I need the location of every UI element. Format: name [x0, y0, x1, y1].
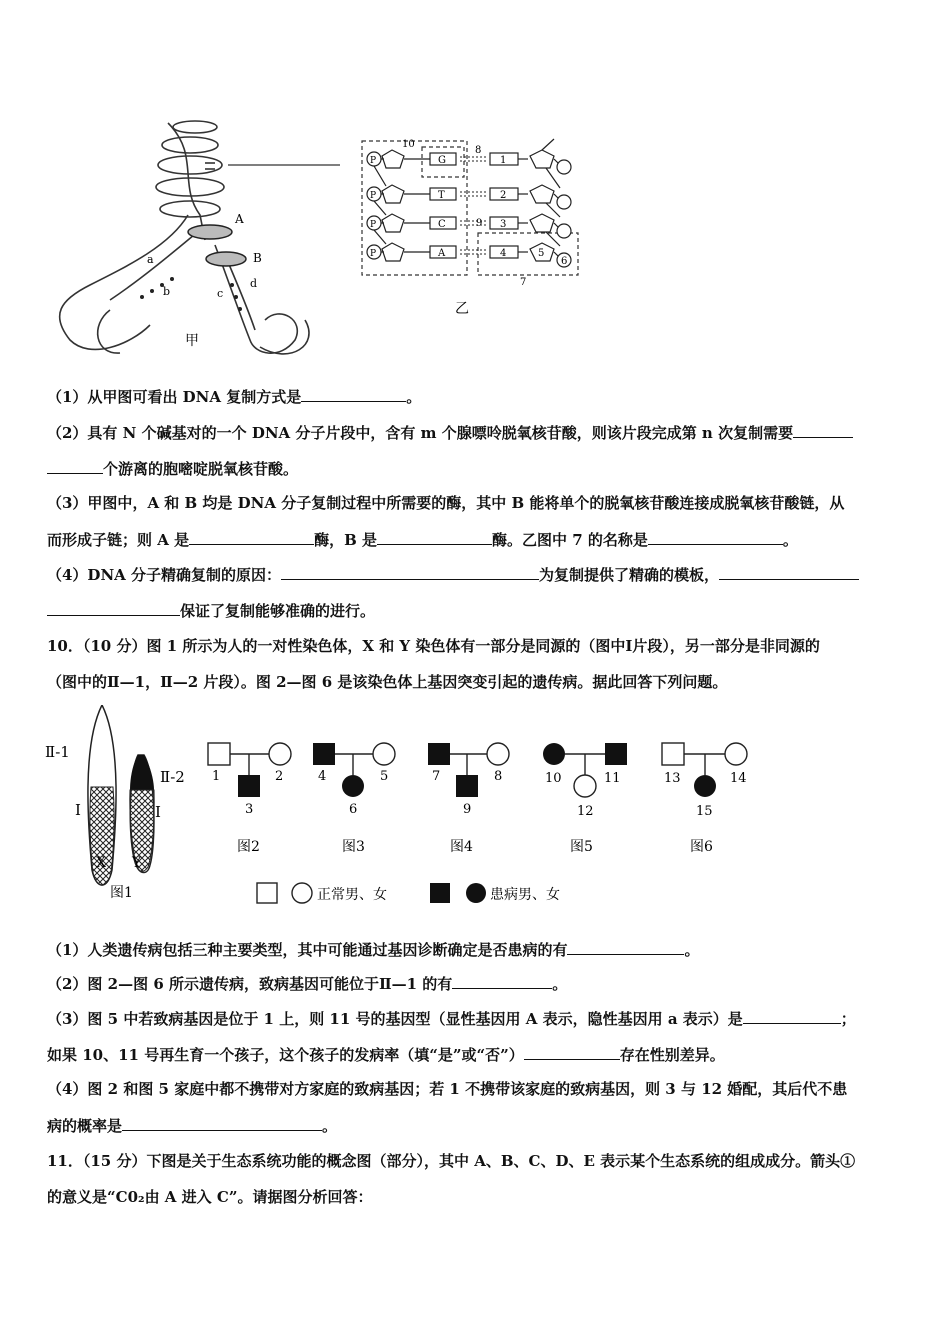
dna-row: [367, 214, 571, 246]
q9-part3-cont: 而形成子链；则 A 是 酶，B 是 酶。乙图中 7 的名称是 。: [47, 531, 798, 549]
label-I-right: Ⅰ: [155, 803, 161, 821]
base-label-left: A: [438, 248, 446, 259]
pedigree-fig2: [208, 743, 291, 855]
q9-part1: （1）从甲图可看出 DNA 复制方式是 。: [47, 388, 422, 406]
phosphate-circle: [557, 224, 571, 238]
q9-blank1[interactable]: [301, 386, 406, 402]
enzyme-A-ellipse: [188, 225, 232, 239]
pedigree-legend: [257, 883, 560, 903]
phosphate-label: P: [370, 156, 377, 166]
q10-part3: （3）图 5 中若致病基因是位于 1 上，则 11 号的基因型（显性基因用 A 表示，隐性基因用 a 表示）是 ；: [47, 1010, 856, 1028]
num-8: 8: [475, 145, 482, 156]
base-label-left: T: [438, 190, 445, 201]
pedigree-fig4: [428, 743, 509, 855]
label-a: a: [147, 253, 154, 266]
label-I-left: Ⅰ: [75, 801, 81, 819]
pedigree-fig5: [543, 743, 627, 855]
q9-blank3a[interactable]: [189, 529, 314, 545]
q10-part3-cont: 如果 10、11 号再生育一个孩子，这个孩子的发病率（填“是”或“否”） 存在性别差异。: [47, 1046, 725, 1064]
q10-part4-cont: 病的概率是 。: [47, 1117, 338, 1135]
q9-blank4c[interactable]: [47, 600, 180, 616]
svg-text:3: 3: [245, 802, 254, 817]
q9-blank4a[interactable]: [281, 564, 539, 580]
label-X: X: [96, 855, 106, 871]
phosphate-label: P: [370, 249, 377, 259]
label-II1: Ⅱ-1: [45, 743, 70, 761]
phosphate-label: P: [370, 220, 377, 230]
fig4-caption: 图4: [450, 839, 473, 855]
svg-text:14: 14: [730, 771, 747, 786]
base-label-right: 1: [500, 155, 507, 166]
num-6: 6: [561, 256, 568, 267]
svg-text:6: 6: [349, 802, 358, 817]
phosphate-circle: [557, 195, 571, 209]
q9-blank2a[interactable]: [793, 422, 853, 438]
legend-normal: 正常男、女: [317, 887, 387, 903]
label-B: B: [253, 251, 262, 265]
svg-text:1: 1: [212, 769, 221, 784]
base-label-right: 3: [500, 219, 507, 230]
base-label-right: 2: [500, 190, 507, 201]
sugar-pentagon: [382, 185, 404, 203]
dna-row: [367, 185, 571, 217]
svg-text:12: 12: [577, 804, 594, 819]
q9-blank3b[interactable]: [377, 529, 492, 545]
sugar-pentagon: [382, 214, 404, 232]
num-10: 10: [402, 139, 415, 150]
label-b: b: [163, 285, 171, 298]
svg-text:7: 7: [432, 769, 441, 784]
q9-blank4b[interactable]: [719, 564, 859, 580]
q10-part4: （4）图 2 和图 5 家庭中都不携带对方家庭的致病基因；若 1 不携带该家庭的致病基因，则 3 与 12 婚配，其后代不患: [47, 1080, 848, 1098]
fig1-caption: 图1: [110, 885, 133, 901]
q10-stem-line1: 10．（10 分）图 1 所示为人的一对性染色体，X 和 Y 染色体有一部分是同源的（图中Ⅰ片段），另一部分是非同源的: [47, 637, 820, 655]
q10-blank1[interactable]: [567, 939, 684, 955]
svg-text:11: 11: [604, 771, 621, 786]
q9-part2-cont: 个游离的胞嘧啶脱氧核苷酸。: [47, 458, 907, 479]
label-Y: Y: [132, 855, 142, 871]
label-d: d: [250, 277, 258, 290]
svg-text:9: 9: [463, 802, 472, 817]
label-yi: 乙: [455, 301, 469, 317]
fig6-caption: 图6: [690, 839, 713, 855]
label-II2: Ⅱ-2: [160, 768, 185, 786]
q10-blank2[interactable]: [452, 973, 552, 989]
num-5: 5: [538, 248, 545, 259]
pedigree-fig6: [662, 743, 747, 855]
dna-replication-figure-jia: [50, 115, 340, 365]
pedigree-fig3: [313, 743, 395, 855]
fig3-caption: 图3: [342, 839, 365, 855]
fig5-caption: 图5: [570, 839, 593, 855]
sugar-pentagon: [382, 243, 404, 261]
q10-blank4[interactable]: [524, 1044, 620, 1060]
q9-part2: （2）具有 N 个碱基对的一个 DNA 分子片段中，含有 m 个腺嘌呤脱氧核苷酸，则该片段完成第 n 次复制需要: [47, 422, 907, 443]
q10-blank3[interactable]: [743, 1008, 841, 1024]
legend-affected: 患病男、女: [490, 887, 560, 903]
q9-blank2b[interactable]: [47, 458, 103, 474]
sugar-pentagon: [530, 214, 554, 232]
q9-part4-cont: 保证了复制能够准确的进行。: [47, 600, 907, 621]
base-label-left: G: [438, 155, 446, 166]
svg-text:8: 8: [494, 769, 503, 784]
dna-structure-figure-yi: [360, 133, 590, 318]
label-A: A: [235, 212, 244, 226]
sugar-pentagon: [382, 150, 404, 168]
num-7: 7: [520, 277, 527, 288]
sugar-pentagon: [530, 150, 554, 168]
phosphate-circle: [557, 160, 571, 174]
q9-part4: （4）DNA 分子精确复制的原因： 为复制提供了精确的模板，: [47, 564, 907, 585]
q10-part1: （1）人类遗传病包括三种主要类型，其中可能通过基因诊断确定是否患病的有 。: [47, 941, 700, 959]
q11-stem-line1: 11．（15 分）下图是关于生态系统功能的概念图（部分），其中 A、B、C、D、E 表示某个生态系统的组成成分。箭头①: [47, 1152, 856, 1170]
svg-text:13: 13: [664, 771, 681, 786]
label-c: c: [217, 287, 224, 300]
sugar-pentagon: [530, 185, 554, 203]
pedigree-figure: [40, 705, 800, 910]
base-label-left: C: [438, 219, 446, 230]
q11-stem-line2: 的意义是“C0₂由 A 进入 C”。请据图分析回答：: [47, 1188, 373, 1206]
svg-text:10: 10: [545, 771, 562, 786]
dna-row: [367, 150, 571, 188]
phosphate-label: P: [370, 191, 377, 201]
svg-text:2: 2: [275, 769, 284, 784]
q10-blank5[interactable]: [122, 1115, 322, 1131]
svg-text:4: 4: [318, 769, 327, 784]
svg-text:15: 15: [696, 804, 713, 819]
q10-part2: （2）图 2—图 6 所示遗传病，致病基因可能位于Ⅱ—1 的有 。: [47, 975, 568, 993]
num-9: 9: [476, 218, 483, 229]
label-jia: 甲: [185, 333, 199, 349]
q9-part3: （3）甲图中，A 和 B 均是 DNA 分子复制过程中所需要的酶，其中 B 能将单个的脱氧核苷酸连接成脱氧核苷酸链，从: [47, 494, 845, 512]
q10-stem-line2: （图中的Ⅱ—1，Ⅱ—2 片段）。图 2—图 6 是该染色体上基因突变引起的遗传病。据此回答下列问题。: [47, 673, 728, 691]
fig2-caption: 图2: [237, 839, 260, 855]
q9-blank3c[interactable]: [648, 529, 783, 545]
enzyme-B-ellipse: [206, 252, 246, 266]
svg-text:5: 5: [380, 769, 389, 784]
base-label-right: 4: [500, 248, 507, 259]
